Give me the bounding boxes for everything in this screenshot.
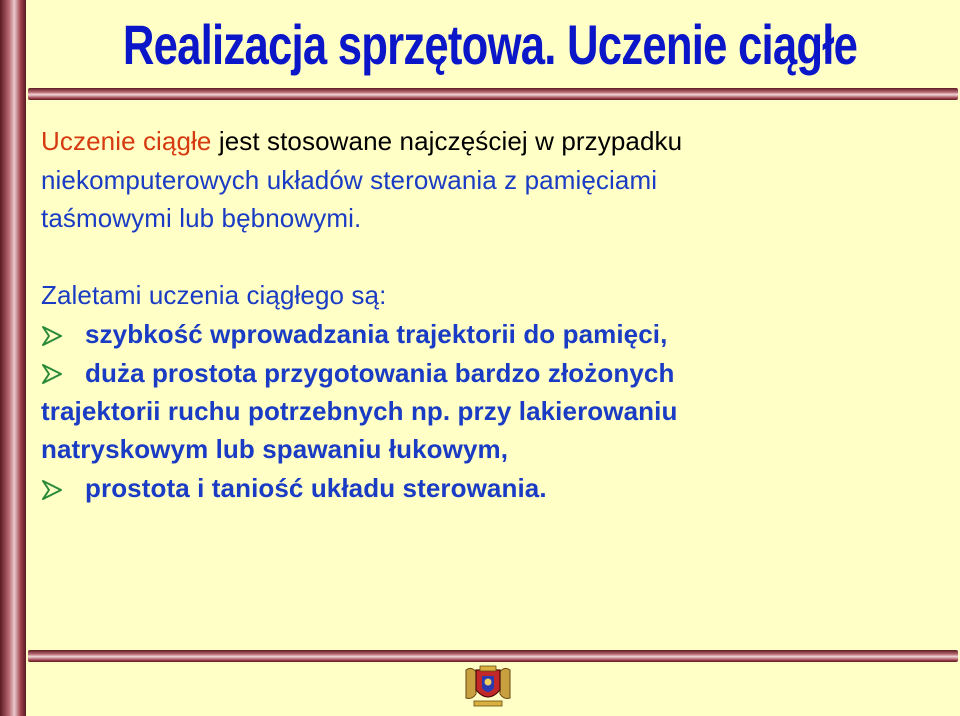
advantage-item-2-line-1: duża prostota przygotowania bardzo złożonych [85,357,675,388]
advantages-section [41,277,941,508]
advantages-heading: Zaletami uczenia ciągłego są: [41,280,387,310]
advantage-item-3-text: prostota i taniość układu sterowania. [85,473,547,504]
intro-line-1 [41,123,941,162]
advantage-item-1 [41,316,941,355]
advantage-item-3 [41,470,941,509]
slide-title: Realizacja sprzętowa. Uczenie ciągłe [122,12,858,76]
advantage-item-2-line-2: trajektorii ruchu potrzebnych np. przy lakierowaniu [41,395,678,426]
advantage-item-2-line-3: natryskowym lub spawaniu łukowym, [41,434,509,464]
hollow-arrowhead-icon [41,363,63,385]
bottom-divider [28,650,958,662]
hollow-arrowhead-icon [41,325,63,347]
intro-line-3: taśmowymi lub bębnowymi. [41,203,362,233]
crest-emblem-icon [462,664,514,708]
intro-line-1-rest: jest stosowane najczęściej w przypadku [211,126,683,156]
left-decorative-bar [0,0,26,716]
intro-paragraph [41,123,941,239]
top-divider [28,88,958,100]
hollow-arrowhead-icon [41,479,63,501]
intro-line-2: niekomputerowych układów sterowania z pamięciami [41,164,658,195]
advantage-item-2 [41,354,941,393]
intro-highlight: Uczenie ciągłe [41,126,212,156]
advantage-item-1-text: szybkość wprowadzania trajektorii do pamięci, [85,319,668,350]
